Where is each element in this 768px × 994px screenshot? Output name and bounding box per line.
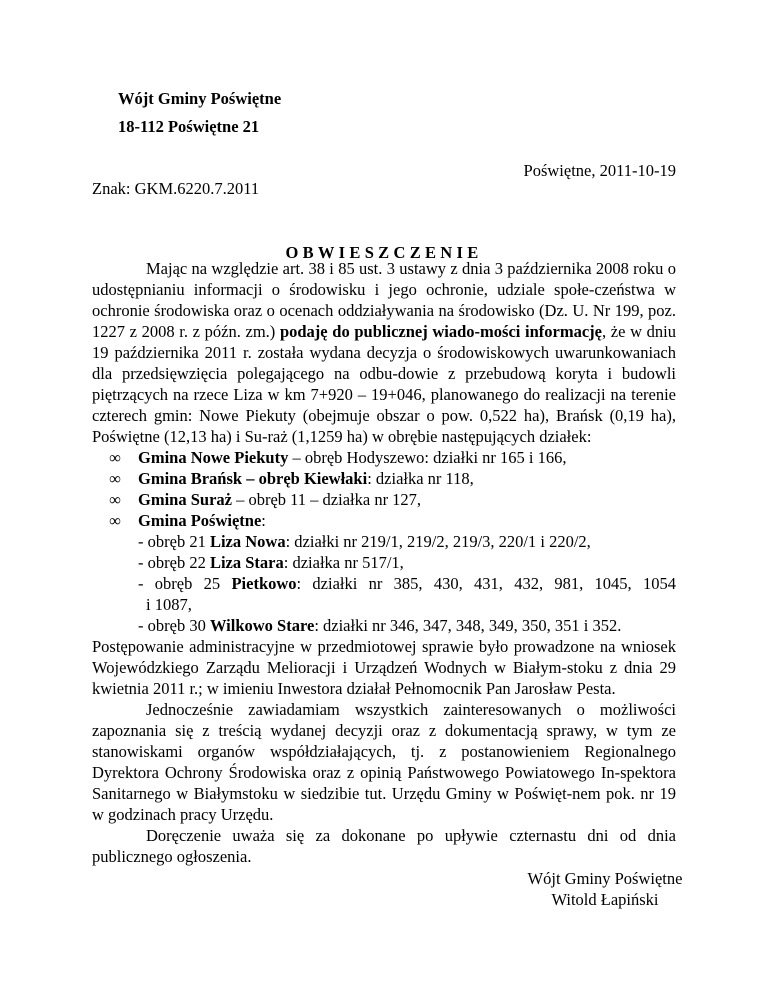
list-item	[92, 510, 676, 531]
precinct-prefix: - obręb 22	[138, 553, 210, 572]
precinct-name: Liza Stara	[209, 553, 284, 572]
document-body	[92, 258, 676, 867]
list-item	[92, 489, 676, 510]
municipality-name: Gmina Brańsk – obręb Kiewłaki	[138, 469, 368, 488]
precinct-parcels-continued: i 1087,	[146, 595, 192, 614]
precinct-prefix: - obręb 30	[138, 616, 210, 635]
signature-name: Witold Łapiński	[551, 890, 659, 909]
precinct-list	[92, 531, 676, 636]
precinct-item	[138, 552, 676, 573]
infinity-bullet-icon: ∞	[109, 511, 121, 530]
sender-name: Wójt Gminy Poświętne	[118, 89, 282, 108]
infinity-bullet-icon: ∞	[109, 469, 121, 488]
precinct-name: Pietkowo	[231, 574, 297, 593]
municipality-name: Gmina Poświętne	[138, 511, 262, 530]
precinct-name: Wilkowo Stare	[209, 616, 315, 635]
list-item	[92, 447, 676, 468]
list-item	[92, 468, 676, 489]
paragraph-delivery: Doręczenie uważa się za dokonane po upływie czternastu dni od dnia publicznego ogłoszenia.	[92, 826, 676, 866]
signature-title: Wójt Gminy Poświętne	[527, 869, 683, 888]
precinct-parcels: : działki nr 385, 430, 431, 432, 981, 1045, 1054	[296, 574, 676, 593]
infinity-bullet-icon: ∞	[109, 490, 121, 509]
precinct-item	[138, 531, 676, 552]
reference-number: Znak: GKM.6220.7.2011	[92, 179, 260, 198]
infinity-bullet-icon: ∞	[109, 448, 121, 467]
precinct-parcels: : działka nr 517/1,	[283, 553, 404, 572]
precinct-parcels: : działki nr 219/1, 219/2, 219/3, 220/1 i 220/2,	[285, 532, 591, 551]
municipality-detail: : działka nr 118,	[367, 469, 474, 488]
precinct-parcels: : działki nr 346, 347, 348, 349, 350, 351 i 352.	[314, 616, 622, 635]
municipality-detail: :	[261, 511, 266, 530]
municipality-detail: – obręb Hodyszewo: działki nr 165 i 166,	[288, 448, 567, 467]
intro-emphasis: podaję do publicznej wiado-mości informację	[279, 322, 602, 341]
document-title: OBWIESZCZENIE	[285, 243, 483, 262]
intro-text-c: , że w dniu 19 października 2011 r. została wydana decyzja o środowiskowych uwarunkowaniach dla przedsięwzięcia polegającego na odbu-dowie z przebudową koryta i budowli piętrzących na rzece Liza w km 7+920 – 19+046, planowanego do realizacji na terenie czterech gmin: Nowe Piekuty (obejmuje obszar o pow. 0,522 ha), Brańsk (0,19 ha), Poświętne (12,13 ha) i Su-raż (1,1259 ha) w obrębie następujących działek:	[92, 322, 676, 446]
paragraph-intro	[92, 258, 676, 447]
paragraph-procedure: Postępowanie administracyjne w przedmiotowej sprawie było prowadzone na wniosek Wojewódzkiego Zarządu Melioracji i Urządzeń Wodnych w Białym-stoku z dnia 29 kwietnia 2011 r.; w imieniu Inwestora działał Pełnomocnik Pan Jarosław Pesta.	[92, 637, 676, 698]
intro-text-a: Mając na względzie art. 38 i 85 ust. 3 ustawy z dnia 3 października 2008 roku o udostępnianiu informacji o środowisku i jego ochronie, udziale społe-czeństwa w ochronie środowiska oraz o ocenach oddziaływania na środowisko (Dz. U. Nr 199, poz. 1227 z 2008 r. z późn. zm.)	[92, 259, 676, 341]
precinct-prefix: - obręb 21	[138, 532, 210, 551]
precinct-prefix: - obręb 25	[138, 574, 232, 593]
signature-block	[460, 868, 750, 910]
precinct-name: Liza Nowa	[209, 532, 286, 551]
municipality-list	[92, 447, 676, 531]
municipality-detail: – obręb 11 – działka nr 127,	[231, 490, 422, 509]
municipality-name: Gmina Suraż	[138, 490, 232, 509]
sender-block	[118, 85, 281, 141]
document-date: Poświętne, 2011-10-19	[523, 161, 676, 180]
municipality-name: Gmina Nowe Piekuty	[138, 448, 289, 467]
paragraph-notice: Jednocześnie zawiadamiam wszystkich zainteresowanych o możliwości zapoznania się z treścią wydanej decyzji oraz z dokumentacją sprawy, w tym ze stanowiskami organów współdziałających, tj. z postanowieniem Regionalnego Dyrektora Ochrony Środowiska oraz z opinią Państwowego Powiatowego In-spektora Sanitarnego w Białymstoku w siedzibie tut. Urzędu Gminy w Poświęt-nem pok. nr 19 w godzinach pracy Urzędu.	[92, 700, 676, 824]
precinct-item	[138, 573, 676, 594]
precinct-item	[138, 615, 676, 636]
sender-address: 18-112 Poświętne 21	[118, 117, 260, 136]
